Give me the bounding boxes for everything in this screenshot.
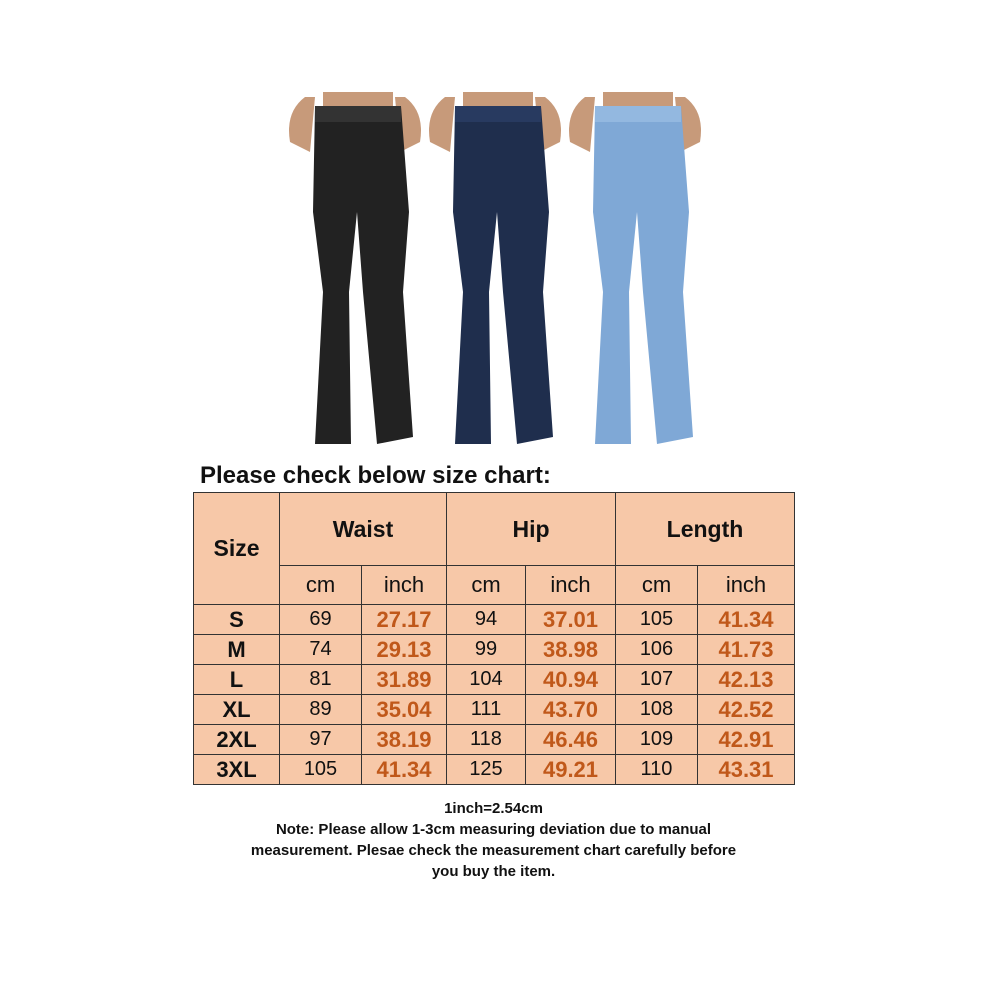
inch-value: 27.17 <box>362 605 447 635</box>
inch-value: 43.70 <box>526 695 616 725</box>
size-label: M <box>194 635 280 665</box>
black-jeans <box>289 92 421 444</box>
deviation-note-line2: measurement. Plesae check the measurement chart carefully before <box>250 842 737 859</box>
cm-value: 81 <box>280 665 362 695</box>
cm-value: 110 <box>616 755 698 785</box>
table-row <box>194 635 795 665</box>
size-chart-heading: Please check below size chart: <box>200 462 551 489</box>
inch-value: 41.34 <box>362 755 447 785</box>
deviation-note-line1: Note: Please allow 1-3cm measuring deviation due to manual <box>275 821 712 838</box>
inch-value: 43.31 <box>698 755 795 785</box>
cm-value: 106 <box>616 635 698 665</box>
unit-header: inch <box>362 566 447 605</box>
cm-value: 109 <box>616 725 698 755</box>
dark-blue-jeans <box>429 92 561 444</box>
product-photo <box>285 92 705 457</box>
inch-value: 49.21 <box>526 755 616 785</box>
unit-header: inch <box>526 566 616 605</box>
unit-header: inch <box>698 566 795 605</box>
inch-value: 42.13 <box>698 665 795 695</box>
inch-value: 42.91 <box>698 725 795 755</box>
cm-value: 111 <box>447 695 526 725</box>
table-row <box>194 695 795 725</box>
inch-value: 41.73 <box>698 635 795 665</box>
table-row <box>194 725 795 755</box>
cm-value: 74 <box>280 635 362 665</box>
unit-header: cm <box>280 566 362 605</box>
deviation-note-line3: you buy the item. <box>431 863 556 880</box>
table-row <box>194 755 795 785</box>
cm-value: 105 <box>280 755 362 785</box>
table-row <box>194 605 795 635</box>
inch-value: 37.01 <box>526 605 616 635</box>
inch-value: 35.04 <box>362 695 447 725</box>
cm-value: 99 <box>447 635 526 665</box>
cm-value: 94 <box>447 605 526 635</box>
size-chart-table <box>193 492 795 785</box>
inch-value: 38.98 <box>526 635 616 665</box>
inch-value: 41.34 <box>698 605 795 635</box>
cm-value: 89 <box>280 695 362 725</box>
size-label: L <box>194 665 280 695</box>
size-label: XL <box>194 695 280 725</box>
unit-header: cm <box>616 566 698 605</box>
length-header: Length <box>616 493 795 566</box>
inch-value: 29.13 <box>362 635 447 665</box>
jeans-illustration <box>285 92 705 457</box>
table-row <box>194 665 795 695</box>
size-label: S <box>194 605 280 635</box>
hip-header: Hip <box>447 493 616 566</box>
cm-value: 118 <box>447 725 526 755</box>
cm-value: 69 <box>280 605 362 635</box>
cm-value: 108 <box>616 695 698 725</box>
inch-value: 46.46 <box>526 725 616 755</box>
inch-value: 40.94 <box>526 665 616 695</box>
cm-value: 125 <box>447 755 526 785</box>
inch-value: 38.19 <box>362 725 447 755</box>
size-notes <box>193 798 794 882</box>
size-label: 2XL <box>194 725 280 755</box>
waist-header: Waist <box>280 493 447 566</box>
inch-value: 42.52 <box>698 695 795 725</box>
size-header: Size <box>194 493 280 605</box>
unit-header: cm <box>447 566 526 605</box>
cm-value: 107 <box>616 665 698 695</box>
cm-value: 105 <box>616 605 698 635</box>
cm-value: 97 <box>280 725 362 755</box>
conversion-note: 1inch=2.54cm <box>444 800 543 817</box>
inch-value: 31.89 <box>362 665 447 695</box>
size-label: 3XL <box>194 755 280 785</box>
light-blue-jeans <box>569 92 701 444</box>
cm-value: 104 <box>447 665 526 695</box>
